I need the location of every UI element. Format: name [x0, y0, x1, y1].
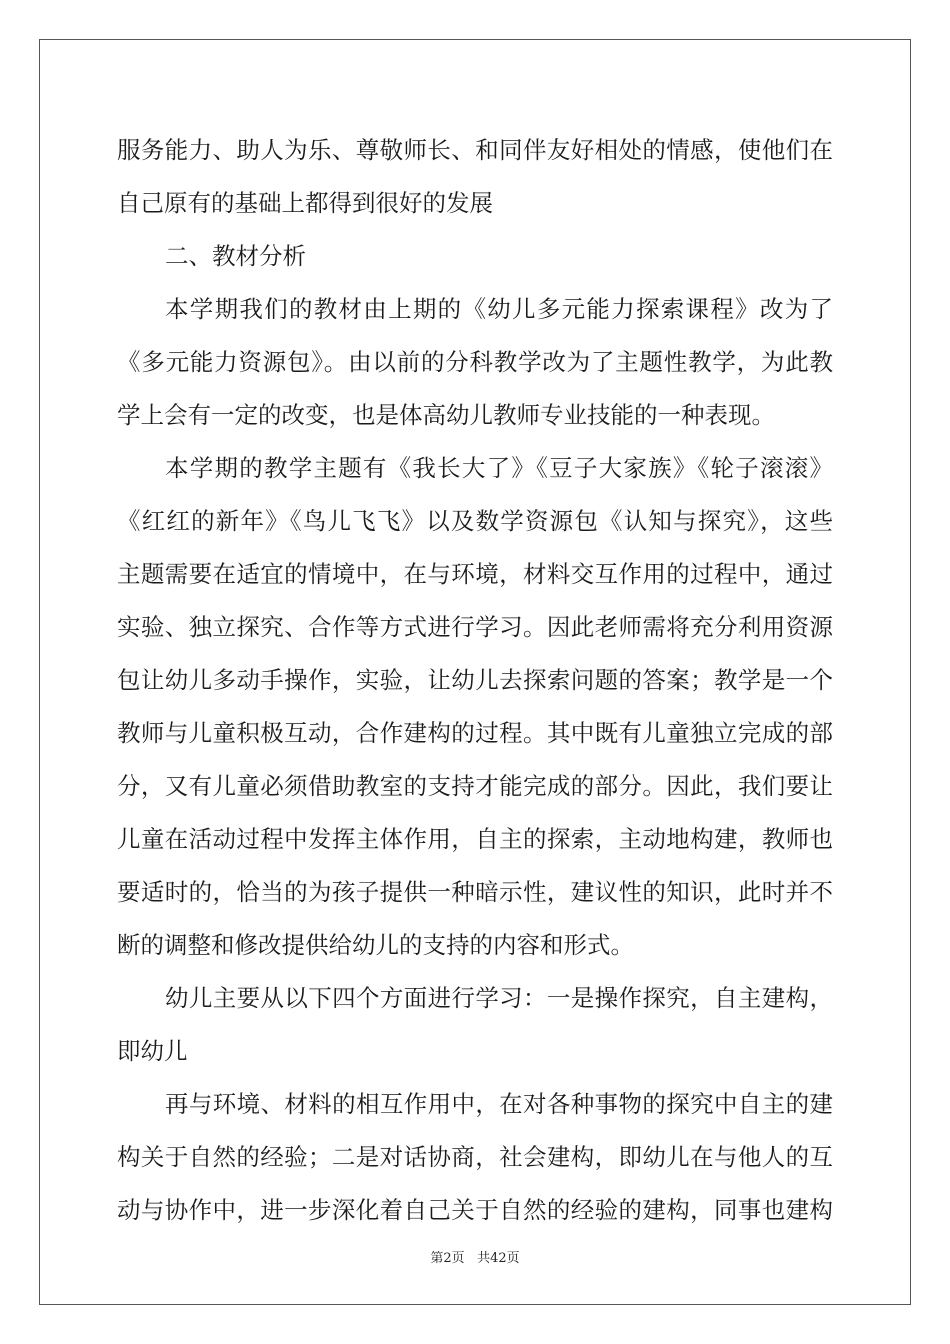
text-line: 《红红的新年》《鸟儿飞飞》以及数学资源包《认知与探究》，这些	[117, 507, 833, 535]
text-line: 教师与儿童积极互动，合作建构的过程。其中既有儿童独立完成的部	[117, 719, 833, 747]
page-number: 第2页	[430, 1251, 465, 1266]
text-line: 分，又有儿童必须借助教室的支持才能完成的部分。因此，我们要让	[117, 772, 833, 800]
text-line: 学上会有一定的改变，也是体高幼儿教师专业技能的一种表现。	[117, 401, 775, 429]
text-line: 主题需要在适宜的情境中，在与环境，材料交互作用的过程中，通过	[117, 560, 833, 588]
text-line: 自己原有的基础上都得到很好的发展	[117, 189, 493, 217]
document-body	[117, 124, 833, 1237]
text-line: 动与协作中，进一步深化着自己关于自然的经验的建构，同事也建构	[117, 1196, 833, 1224]
text-line: 包让幼儿多动手操作，实验，让幼儿去探索问题的答案；教学是一个	[117, 666, 833, 694]
text-line: 断的调整和修改提供给幼儿的支持的内容和形式。	[117, 931, 634, 959]
text-line: 《多元能力资源包》。由以前的分科教学改为了主题性教学，为此教	[117, 348, 833, 376]
text-line: 要适时的，恰当的为孩子提供一种暗示性，建议性的知识，此时并不	[117, 878, 833, 906]
text-line: 实验、独立探究、合作等方式进行学习。因此老师需将充分利用资源	[117, 613, 833, 641]
text-line: 本学期我们的教材由上期的《幼儿多元能力探索课程》改为了	[165, 295, 833, 323]
text-line: 即幼儿	[117, 1037, 188, 1065]
text-line: 本学期的教学主题有《我长大了》《豆子大家族》《轮子滚滚》	[165, 454, 833, 482]
section-heading: 二、教材分析	[165, 242, 306, 270]
text-line: 幼儿主要从以下四个方面进行学习：一是操作探究，自主建构，	[165, 984, 833, 1012]
page-footer	[0, 1247, 950, 1266]
text-line: 儿童在活动过程中发挥主体作用，自主的探索，主动地构建，教师也	[117, 825, 833, 853]
page-total: 共42页	[477, 1251, 520, 1266]
text-line: 再与环境、材料的相互作用中，在对各种事物的探究中自主的建	[165, 1090, 833, 1118]
text-line: 构关于自然的经验；二是对话协商，社会建构，即幼儿在与他人的互	[117, 1143, 833, 1171]
text-line: 服务能力、助人为乐、尊敬师长、和同伴友好相处的情感，使他们在	[117, 136, 833, 164]
